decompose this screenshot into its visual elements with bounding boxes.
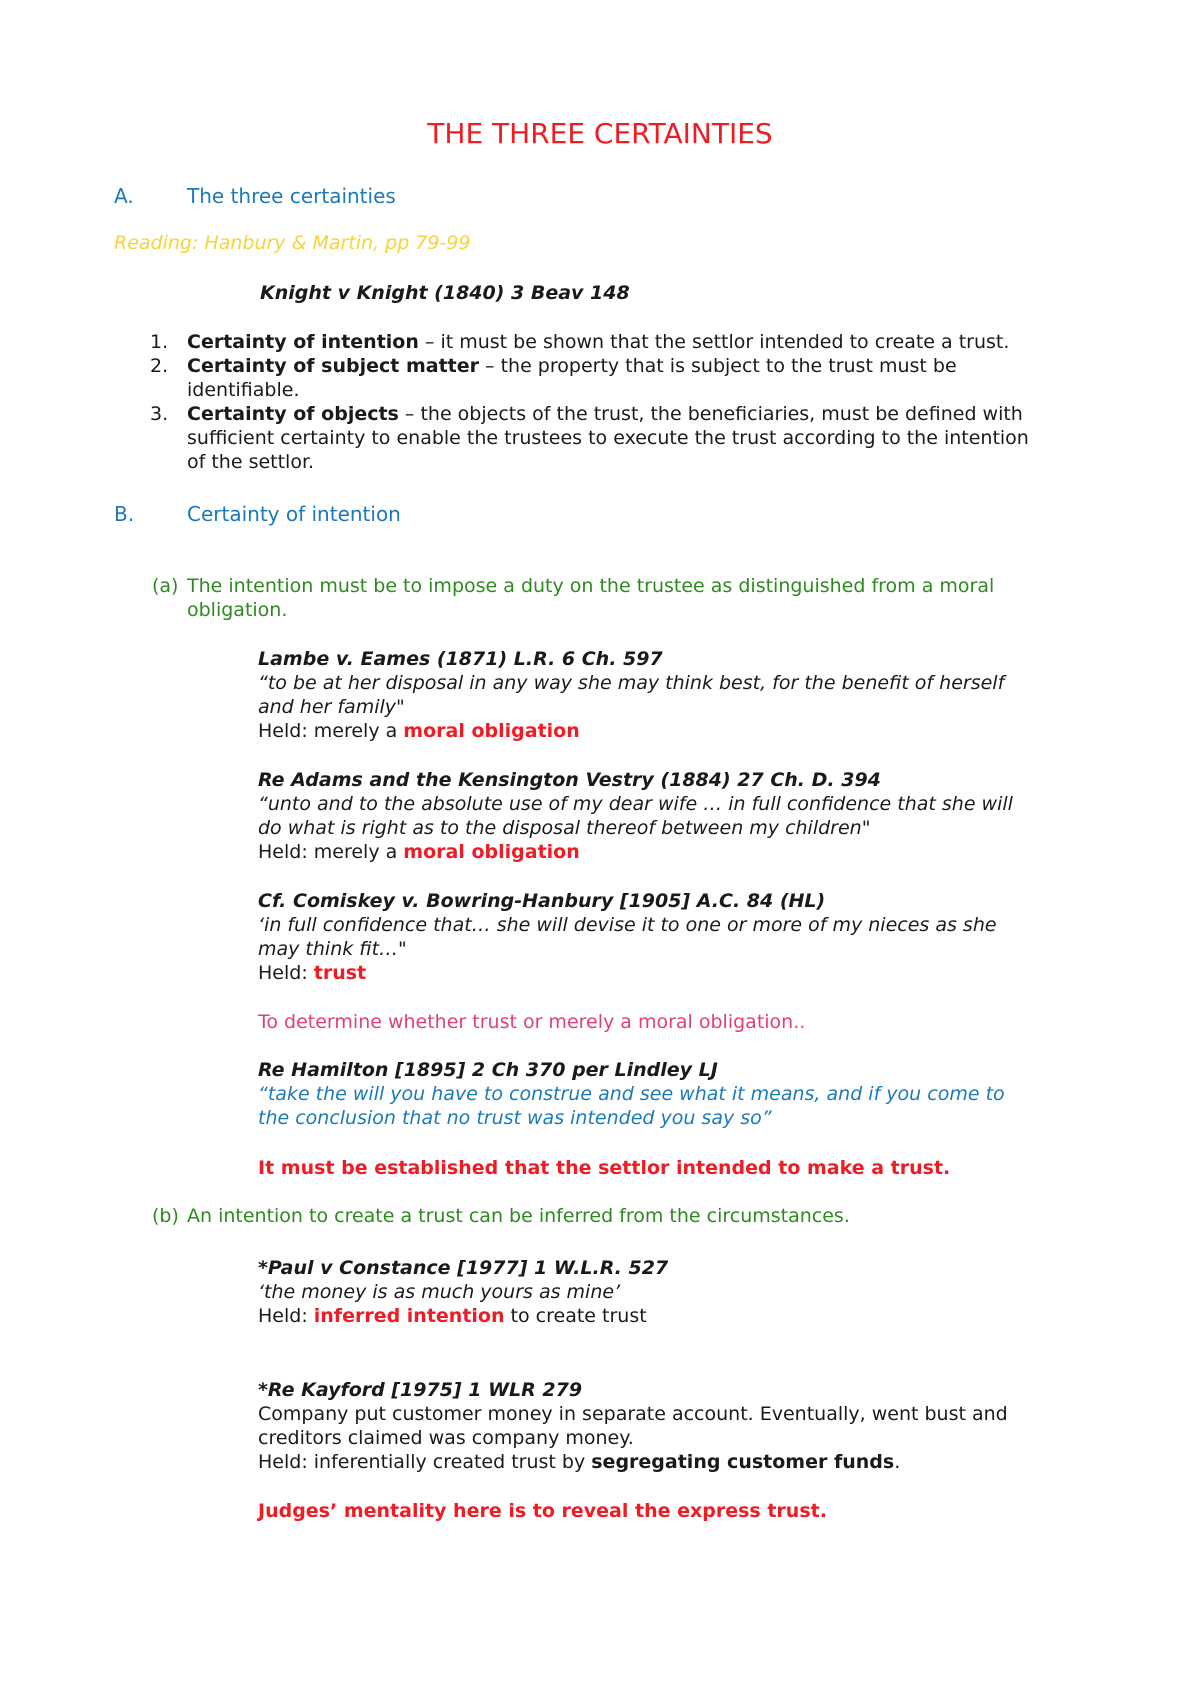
case-comiskey: Cf. Comiskey v. Bowring-Hanbury [1905] A.C. 84 (HL) xyxy=(258,890,826,912)
determine-note: To determine whether trust or merely a moral obligation.. xyxy=(258,1011,806,1033)
point-a-text: The intention must be to impose a duty on the trustee as distinguished from a moral xyxy=(187,575,995,597)
page-title: THE THREE CERTAINTIES xyxy=(427,117,773,150)
list-number: 2. xyxy=(150,355,169,377)
quote-paul: ‘the money is as much yours as mine’ xyxy=(258,1281,621,1303)
quote-hamilton-cont: the conclusion that no trust was intended you say so” xyxy=(258,1107,772,1129)
list-item-objects-cont: of the settlor. xyxy=(187,451,315,473)
section-b-letter: B. xyxy=(114,502,135,526)
quote-adams-cont: do what is right as to the disposal thereof between my children" xyxy=(258,817,871,839)
list-item-subject-matter-cont: identifiable. xyxy=(187,379,300,401)
list-item-intention: Certainty of intention – it must be shown that the settlor intended to create a trust. xyxy=(187,331,1010,353)
point-b-label: (b) xyxy=(152,1205,179,1227)
case-hamilton: Re Hamilton [1895] 2 Ch 370 per Lindley LJ xyxy=(258,1059,718,1081)
section-a-title: The three certainties xyxy=(187,184,396,208)
list-item-subject-matter: Certainty of subject matter – the property that is subject to the trust must be xyxy=(187,355,957,377)
case-kayford: *Re Kayford [1975] 1 WLR 279 xyxy=(258,1379,583,1401)
held-adams: Held: merely a moral obligation xyxy=(258,841,580,863)
held-lambe: Held: merely a moral obligation xyxy=(258,720,580,742)
judges-statement: Judges’ mentality here is to reveal the express trust. xyxy=(258,1500,827,1522)
point-b-text: An intention to create a trust can be inferred from the circumstances. xyxy=(187,1205,850,1227)
section-a-letter: A. xyxy=(114,184,134,208)
point-a-label: (a) xyxy=(152,575,179,597)
case-lambe: Lambe v. Eames (1871) L.R. 6 Ch. 597 xyxy=(258,648,663,670)
list-number: 1. xyxy=(150,331,169,353)
list-number: 3. xyxy=(150,403,169,425)
section-b-title: Certainty of intention xyxy=(187,502,401,526)
quote-comiskey: ‘in full confidence that… she will devise it to one or more of my nieces as she xyxy=(258,914,997,936)
case-adams: Re Adams and the Kensington Vestry (1884) 27 Ch. D. 394 xyxy=(258,769,881,791)
kayford-facts: Company put customer money in separate account. Eventually, went bust and xyxy=(258,1403,1008,1425)
quote-hamilton: “take the will you have to construe and see what it means, and if you come to xyxy=(258,1083,1005,1105)
held-kayford: Held: inferentially created trust by segregating customer funds. xyxy=(258,1451,901,1473)
quote-comiskey-cont: may think fit…" xyxy=(258,938,407,960)
established-statement: It must be established that the settlor intended to make a trust. xyxy=(258,1157,951,1179)
quote-adams: “unto and to the absolute use of my dear wife … in full confidence that she will xyxy=(258,793,1013,815)
reading-note: Reading: Hanbury & Martin, pp 79-99 xyxy=(114,232,471,254)
held-paul: Held: inferred intention to create trust xyxy=(258,1305,647,1327)
quote-lambe-cont: and her family" xyxy=(258,696,405,718)
held-comiskey: Held: trust xyxy=(258,962,367,984)
case-knight: Knight v Knight (1840) 3 Beav 148 xyxy=(260,282,630,304)
point-a-text-cont: obligation. xyxy=(187,599,288,621)
kayford-facts-cont: creditors claimed was company money. xyxy=(258,1427,634,1449)
list-item-objects-cont: sufficient certainty to enable the trustees to execute the trust according to the intention xyxy=(187,427,1029,449)
list-item-objects: Certainty of objects – the objects of the trust, the beneficiaries, must be defined with xyxy=(187,403,1023,425)
case-paul: *Paul v Constance [1977] 1 W.L.R. 527 xyxy=(258,1257,669,1279)
quote-lambe: “to be at her disposal in any way she may think best, for the benefit of herself xyxy=(258,672,1005,694)
